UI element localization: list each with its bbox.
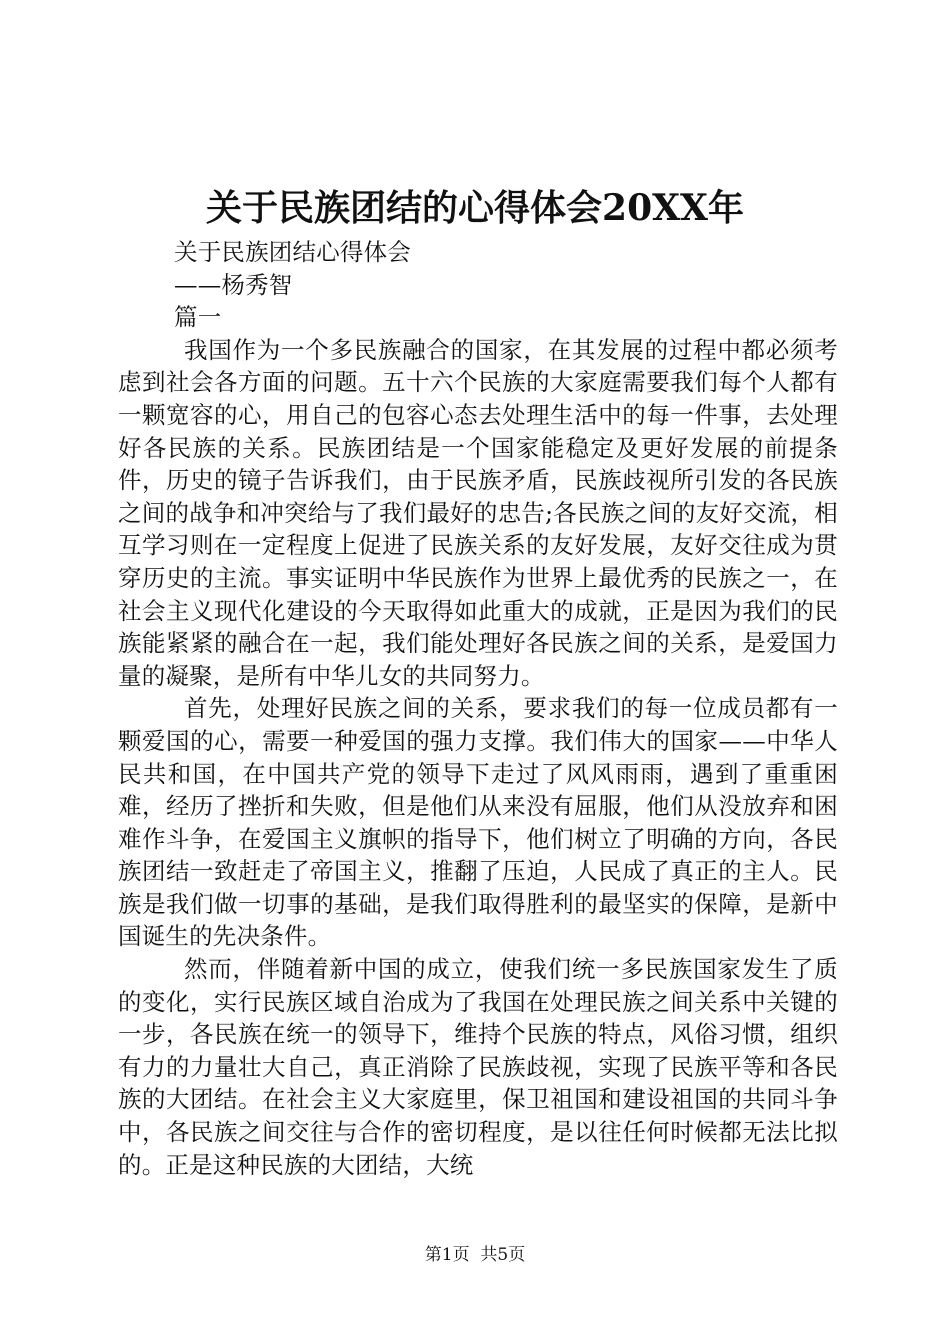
paragraph-2: 首先，处理好民族之间的关系，要求我们的每一位成员都有一颗爱国的心，需要一种爱国的强力支撑。我们伟大的国家——中华人民共和国，在中国共产党的领导下走过了风风雨雨，遇到了重重困难，经历了挫折和失败，但是他们从来没有屈服，他们从没放弃和困难作斗争，在爱国主义旗帜的指导下，他们树立了明确的方向，各民族团结一致赶走了帝国主义，推翻了压迫，人民成了真正的主人。民族是我们做一切事的基础，是我们取得胜利的最坚实的保障，是新中国诞生的先决条件。 <box>118 694 838 951</box>
page-footer <box>0 1243 950 1267</box>
paragraph-1: 我国作为一个多民族融合的国家，在其发展的过程中都必须考虑到社会各方面的问题。五十六个民族的大家庭需要我们每个人都有一颗宽容的心，用自己的包容心态去处理生活中的每一件事，去处理好各民族的关系。民族团结是一个国家能稳定及更好发展的前提条件，历史的镜子告诉我们，由于民族矛盾，民族歧视所引发的各民族之间的战争和冲突给与了我们最好的忠告;各民族之间的友好交流，相互学习则在一定程度上促进了民族关系的友好发展，友好交往成为贯穿历史的主流。事实证明中华民族作为世界上最优秀的民族之一，在社会主义现代化建设的今天取得如此重大的成就，正是因为我们的民族能紧紧的融合在一起，我们能处理好各民族之间的关系，是爱国力量的凝聚，是所有中华儿女的共同努力。 <box>118 335 838 690</box>
paragraph-3: 然而，伴随着新中国的成立，使我们统一多民族国家发生了质的变化，实行民族区域自治成为了我国在处理民族之间关系中关键的一步，各民族在统一的领导下，维持个民族的特点，风俗习惯，组织有力的力量壮大自己，真正消除了民族歧视，实现了民族平等和各民族的大团结。在社会主义大家庭里，保卫祖国和建设祖国的共同斗争中，各民族之间交往与合作的密切程度，是以往任何时候都无法比拟的。正是这种民族的大团结，大统 <box>118 955 838 1179</box>
subtitle: 关于民族团结心得体会 <box>174 238 411 266</box>
footer-gap <box>470 1245 481 1265</box>
page-title: 关于民族团结的心得体会20XX年 <box>206 187 744 229</box>
section-heading: 篇一 <box>174 303 222 332</box>
page-number: 第1页 <box>424 1245 470 1265</box>
document-body <box>118 236 838 1181</box>
author-line: ——杨秀智 <box>174 270 293 299</box>
page-total: 共5页 <box>480 1245 526 1265</box>
